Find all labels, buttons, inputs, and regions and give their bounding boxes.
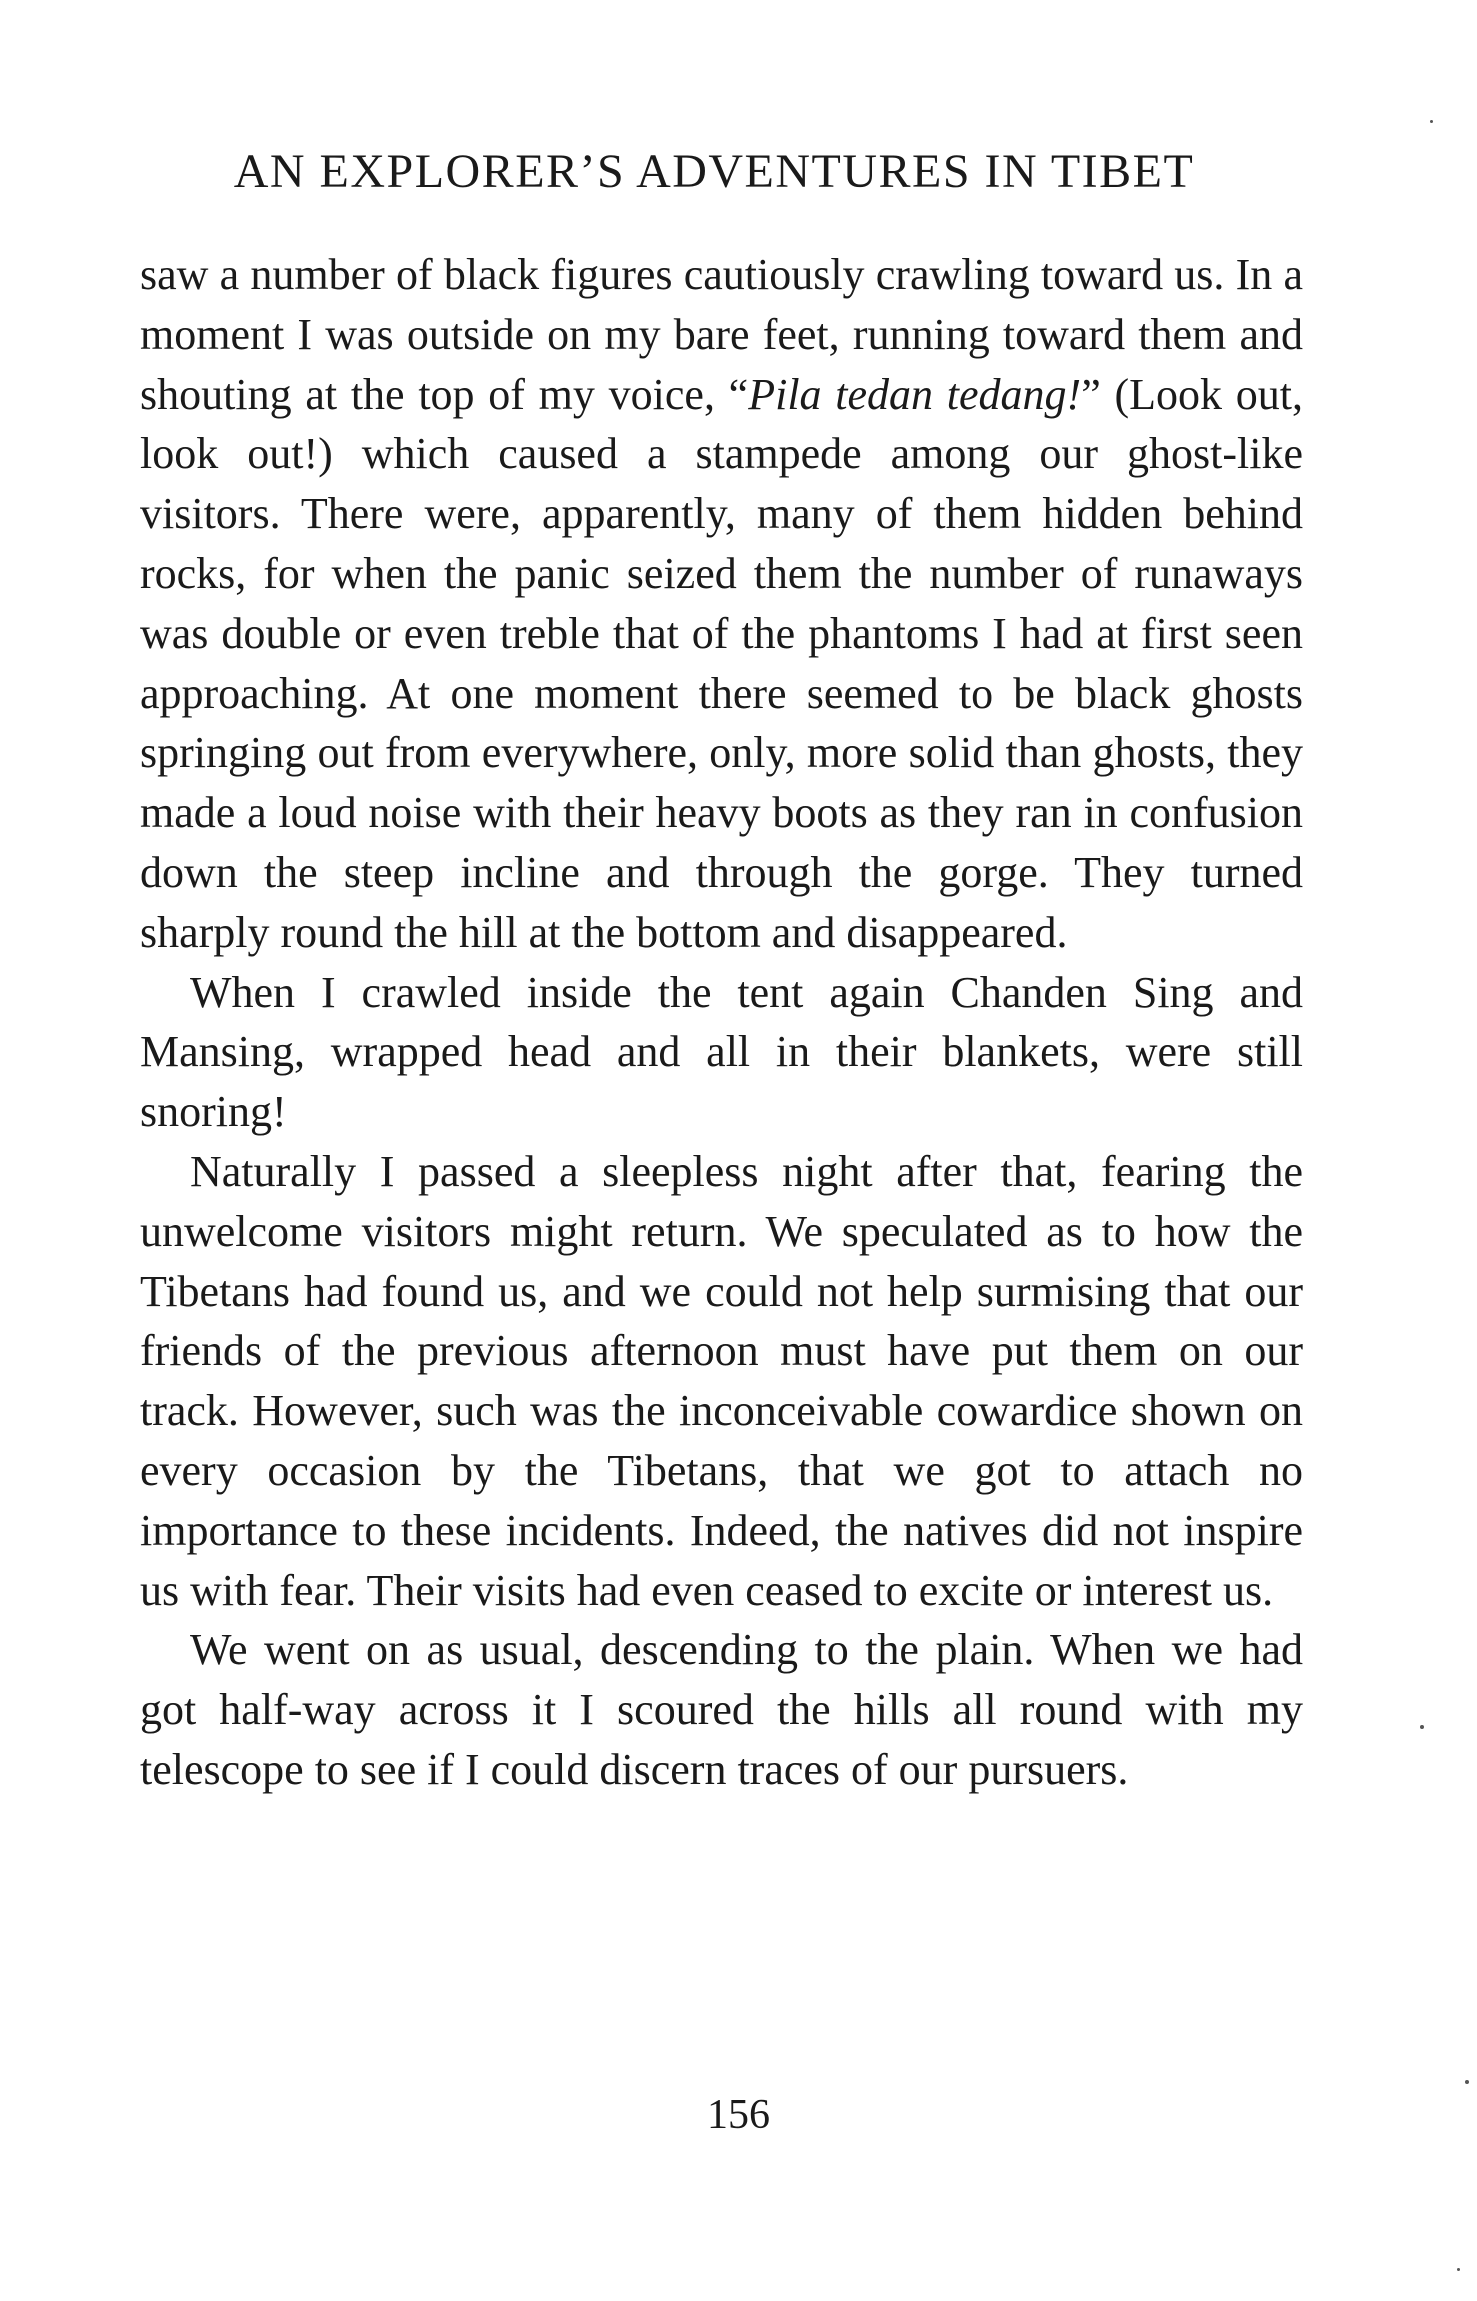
paragraph-1 — [140, 245, 1303, 963]
print-speck — [1457, 2268, 1460, 2271]
print-speck — [1420, 1725, 1424, 1729]
page-number: 156 — [707, 2092, 770, 2138]
paragraph-3: Naturally I passed a sleepless night after that, fearing the unwelcome visitors might return. We speculated as to how the Tibetans had found us, and we could not help surmising that our friends of the previous afternoon must have put them on our track. However, such was the inconceivable cowardice shown on every occasion by the Tibetans, that we got to attach no importance to these incidents. Indeed, the natives did not inspire us with fear. Their visits had even ceased to excite or interest us. — [140, 1146, 1303, 1615]
body-text — [140, 245, 1303, 1800]
paragraph-1-italic-phrase: Pila tedan tedang! — [748, 369, 1082, 419]
paragraph-4: We went on as usual, descending to the plain. When we had got half-way across it I scoured the hills all round with my telescope to see if I could discern traces of our pursuers. — [140, 1625, 1303, 1794]
running-head: AN EXPLORER’S ADVENTURES IN TIBET — [233, 145, 1195, 198]
paragraph-1-text-end: ” (Look out, look out!) which caused a stampede among our ghost-like visitors. There were, apparently, many of them hidden behind rocks, for when the panic seized them the number of runaways was double or even treble that of the phantoms I had at first seen approaching. At one moment there seemed to be black ghosts springing out from everywhere, only, more solid than ghosts, they made a loud noise with their heavy boots as they ran in confusion down the steep incline and through the gorge. They turned sharply round the hill at the bottom and disappeared. — [140, 369, 1303, 957]
paragraph-1-text-start: saw a number of black figures cautiously crawling toward us. In a moment I was outside on my bare feet, running toward them and shouting at the top of my voice, “ — [140, 250, 1303, 419]
print-speck — [1430, 120, 1433, 123]
print-speck — [1465, 2080, 1469, 2084]
paragraph-2: When I crawled inside the tent again Chanden Sing and Mansing, wrapped head and all in their blankets, were still snoring! — [140, 967, 1303, 1137]
